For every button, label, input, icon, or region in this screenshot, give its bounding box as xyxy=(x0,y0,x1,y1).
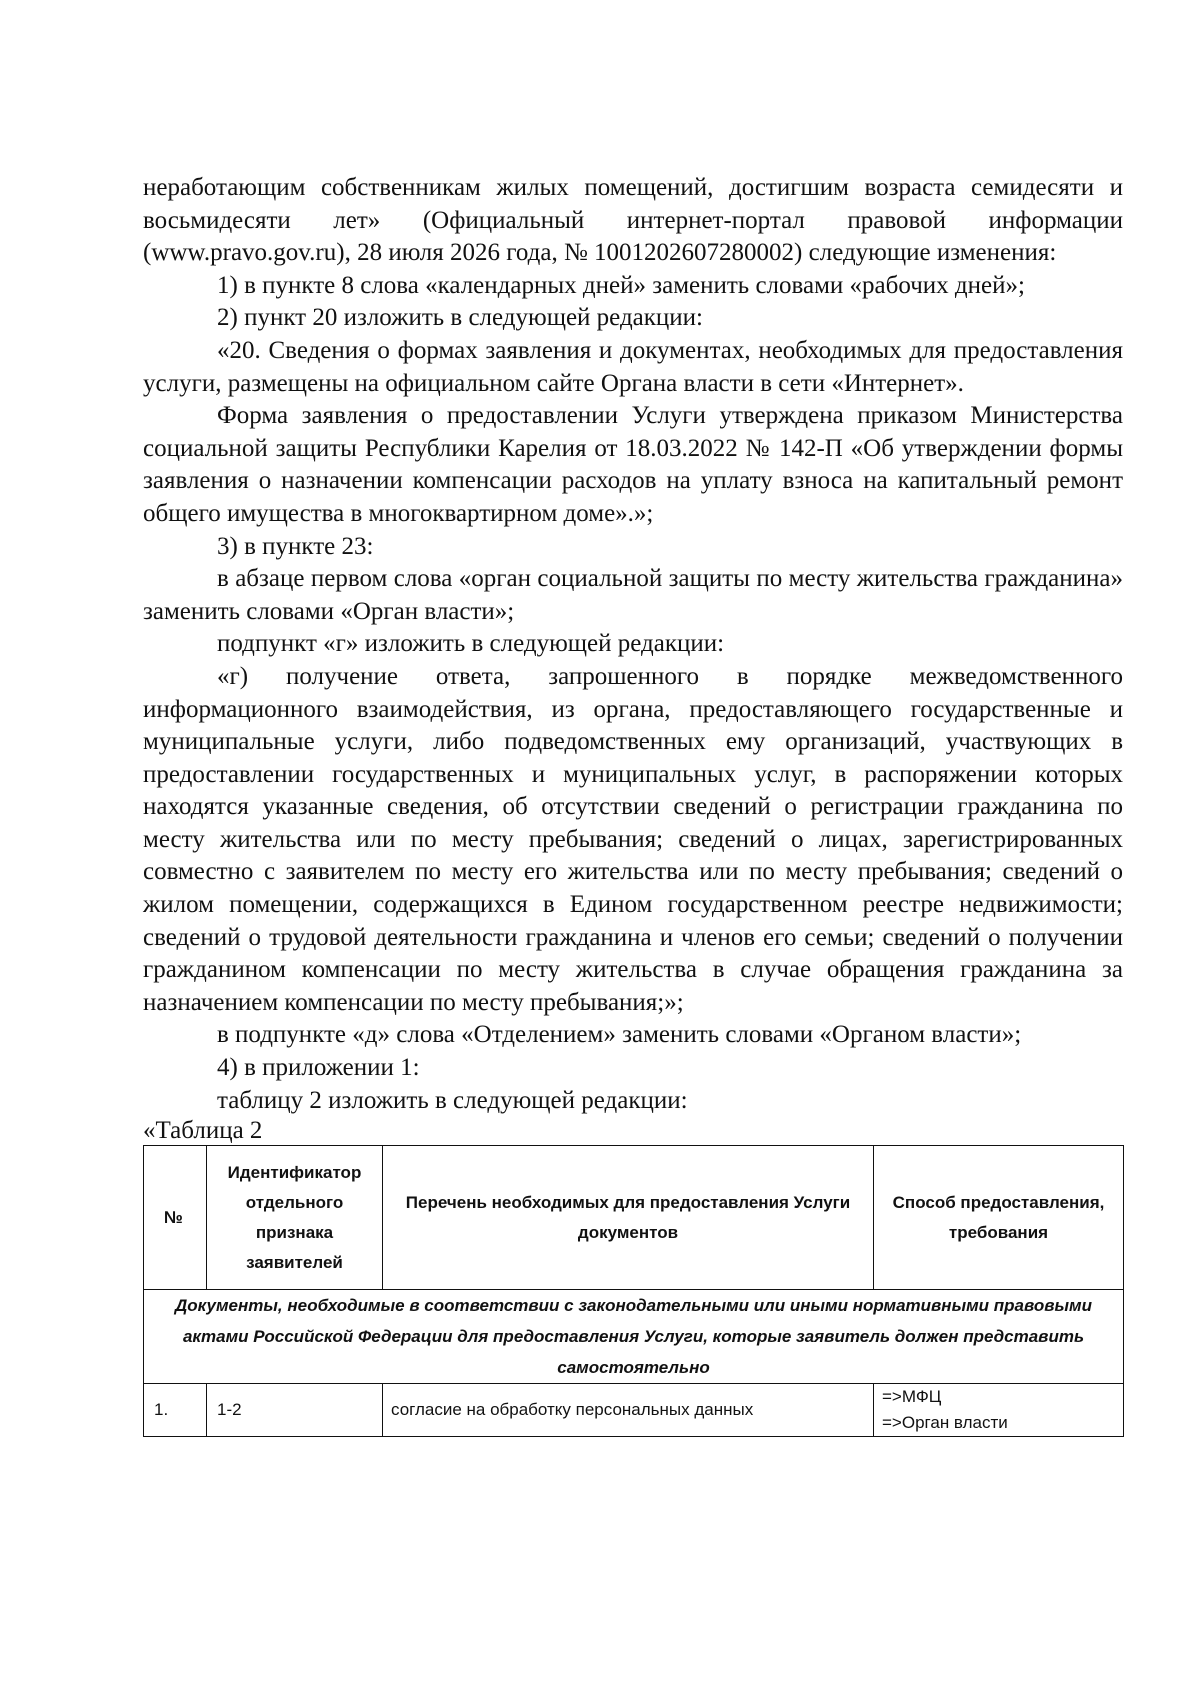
paragraph-table-intro: таблицу 2 изложить в следующей редакции: xyxy=(217,1086,688,1114)
document-body xyxy=(143,172,1123,1117)
paragraph-subpoint-d: в подпункте «д» слова «Отделением» заменить словами «Органом власти»; xyxy=(217,1021,1022,1049)
table-section-row xyxy=(144,1290,1124,1384)
document-page xyxy=(143,172,1123,1437)
cell-num: 1. xyxy=(144,1384,207,1437)
paragraph-continuation: неработающим собственникам жилых помещений, достигшим возраста семидесяти и восьмидесяти лет» (Официальный интернет-портал правовой информации (www.pravo.gov.ru), 28 июля 2026 года, № 1001202607280002) следующие изменения: xyxy=(143,174,1123,267)
paragraph-point-20: «20. Сведения о формах заявления и документах, необходимых для предоставления услуги, размещены на официальном сайте Органа власти в сети «Интернет». xyxy=(143,336,1123,397)
documents-table xyxy=(143,1145,1124,1437)
cell-method xyxy=(874,1384,1124,1437)
cell-identifier: 1-2 xyxy=(207,1384,383,1437)
header-identifier: Идентификатор отдельного признака заявителей xyxy=(207,1146,383,1290)
method-line-mfc: =>МФЦ xyxy=(882,1387,942,1407)
header-documents: Перечень необходимых для предоставления Услуги документов xyxy=(383,1146,874,1290)
paragraph-subpoint-g: «г) получение ответа, запрошенного в порядке межведомственного информационного взаимодействия, из органа, предоставляющего государственные и муниципальные услуги, либо подведомственных ему организаций, участвующих в предоставлении государственных и муниципальных услуг, в распоряжении которых находятся указанные сведения, об отсутствии сведений о регистрации гражданина по месту жительства или по месту пребывания; сведений о лицах, зарегистрированных совместно с заявителем по месту его жительства или по месту пребывания; сведений о жилом помещении, содержащихся в Едином государственном реестре недвижимости; сведений о трудовой деятельности гражданина и членов его семьи; сведений о получении гражданином компенсации по месту жительства в случае обращения гражданина за назначением компенсации по месту пребывания;»; xyxy=(143,662,1123,1016)
header-num: № xyxy=(144,1146,207,1290)
paragraph-item-3: 3) в пункте 23: xyxy=(217,532,374,560)
paragraph-subpoint-g-intro: подпункт «г» изложить в следующей редакции: xyxy=(217,630,725,658)
paragraph-first-clause: в абзаце первом слова «орган социальной защиты по месту жительства гражданина» заменить словами «Орган власти»; xyxy=(143,565,1123,625)
table-row xyxy=(144,1384,1124,1437)
method-line-authority: =>Орган власти xyxy=(882,1413,1008,1433)
paragraph-item-1: 1) в пункте 8 слова «календарных дней» заменить словами «рабочих дней»; xyxy=(217,271,1025,299)
paragraph-application-form: Форма заявления о предоставлении Услуги утверждена приказом Министерства социальной защиты Республики Карелия от 18.03.2022 № 142-П «Об утверждении формы заявления о назначении компенсации расходов на уплату взноса на капитальный ремонт общего имущества в многоквартирном доме».»; xyxy=(143,402,1123,527)
table-header-row xyxy=(144,1146,1124,1290)
header-method: Способ предоставления, требования xyxy=(874,1146,1124,1290)
paragraph-item-2: 2) пункт 20 изложить в следующей редакции: xyxy=(217,304,703,332)
cell-document: согласие на обработку персональных данных xyxy=(383,1384,874,1437)
section-title: Документы, необходимые в соответствии с законодательными или иными нормативными правовыми актами Российской Федерации для предоставления Услуги, которые заявитель должен представить самостоятельно xyxy=(144,1290,1124,1384)
paragraph-item-4: 4) в приложении 1: xyxy=(217,1054,420,1082)
table-caption: «Таблица 2 xyxy=(143,1117,263,1145)
